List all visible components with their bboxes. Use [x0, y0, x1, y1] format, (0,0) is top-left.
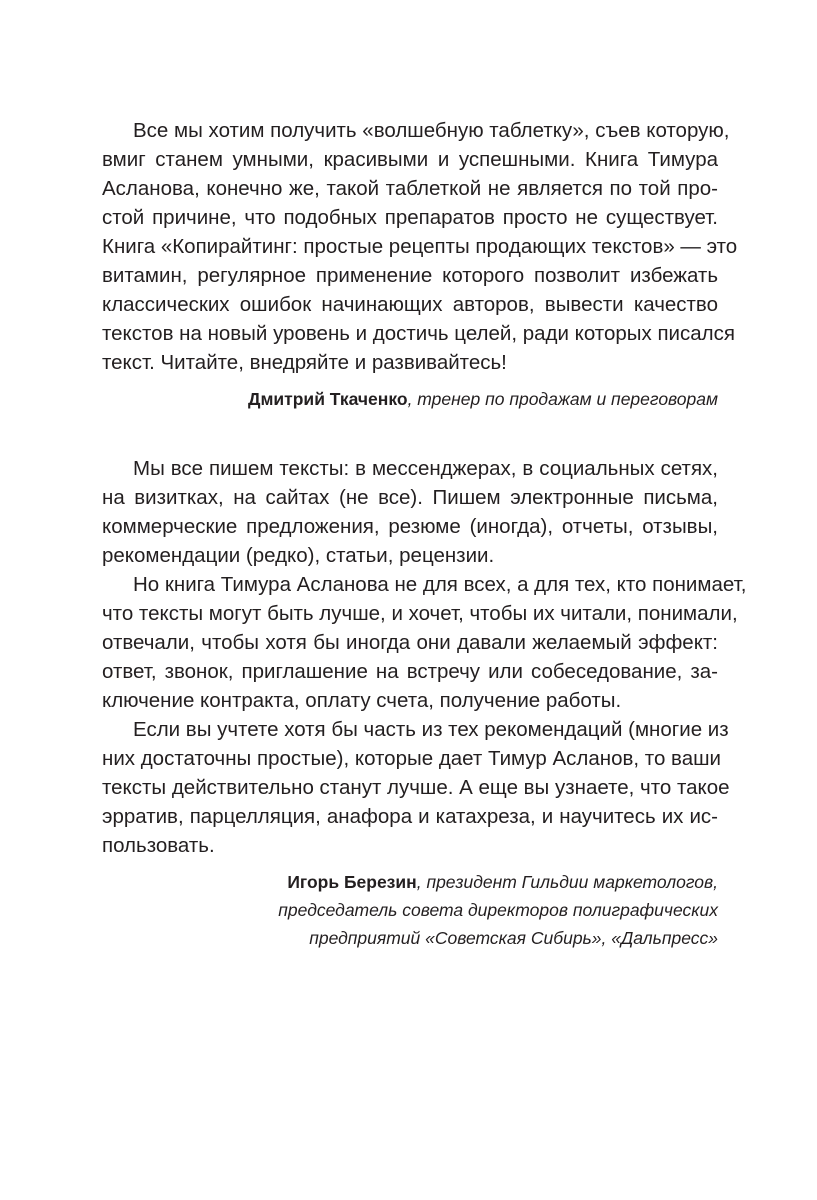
text-line: Асланова, конечно же, такой таблеткой не является по той про- [102, 177, 718, 200]
review-paragraph-1 [102, 454, 718, 570]
review-paragraph [102, 116, 738, 377]
text-line: стой причине, что подобных препаратов просто не существует. [102, 206, 718, 229]
text-line: рекомендации (редко), статьи, рецензии. [102, 544, 495, 567]
review-attribution [102, 385, 718, 413]
text-line: ответ, звонок, приглашение на встречу или собеседование, за- [102, 660, 718, 683]
text-line: витамин, регулярное применение которого позволит избежать [102, 264, 718, 287]
author-name: Дмитрий Ткаченко [248, 389, 408, 409]
text-line: них достаточны простые), которые дает Тимур Асланов, то ваши [102, 747, 722, 770]
attribution-line [102, 868, 718, 896]
text-line: коммерческие предложения, резюме (иногда), отчеты, отзывы, [102, 515, 718, 538]
review-paragraph-2 [102, 570, 747, 715]
text-line: Если вы учтете хотя бы часть из тех рекомендаций (многие из [133, 718, 729, 741]
text-line: Все мы хотим получить «волшебную таблетку», съев которую, [133, 119, 730, 142]
text-line: на визитках, на сайтах (не все). Пишем электронные письма, [102, 486, 718, 509]
text-line: текстов на новый уровень и достичь целей, ради которых писался [102, 322, 735, 345]
review-blurb-berezin [102, 454, 747, 952]
text-line: пользовать. [102, 834, 215, 857]
text-line: классических ошибок начинающих авторов, вывести качество [102, 293, 718, 316]
attribution-line [102, 924, 718, 952]
text-line: отвечали, чтобы хотя бы иногда они давали желаемый эффект: [102, 631, 718, 654]
text-line: тексты действительно станут лучше. А еще вы узнаете, что такое [102, 776, 730, 799]
attribution-line [102, 896, 718, 924]
text-line: вмиг станем умными, красивыми и успешными. Книга Тимура [102, 148, 718, 171]
text-line: Мы все пишем тексты: в мессенджерах, в социальных сетях, [133, 457, 718, 480]
review-attribution [102, 868, 718, 952]
review-blurb-tkachenko [102, 116, 738, 413]
attribution-line [102, 385, 718, 413]
author-role: , тренер по продажам и переговорам [407, 389, 718, 409]
text-line: текст. Читайте, внедряйте и развивайтесь! [102, 351, 507, 374]
author-role: предприятий «Советская Сибирь», «Дальпресс» [309, 928, 718, 948]
author-name: Игорь Березин [287, 872, 417, 892]
author-role: , президент Гильдии маркетологов, [416, 872, 718, 892]
text-line: Книга «Копирайтинг: простые рецепты продающих текстов» — это [102, 235, 738, 258]
author-role: председатель совета директоров полиграфических [278, 900, 718, 920]
text-line: ключение контракта, оплату счета, получение работы. [102, 689, 622, 712]
text-line: Но книга Тимура Асланова не для всех, а для тех, кто понимает, [133, 573, 747, 596]
review-paragraph-3 [102, 715, 730, 860]
text-line: что тексты могут быть лучше, и хочет, чтобы их читали, понимали, [102, 602, 738, 625]
text-line: эрратив, парцелляция, анафора и катахреза, и научитесь их ис- [102, 805, 718, 828]
